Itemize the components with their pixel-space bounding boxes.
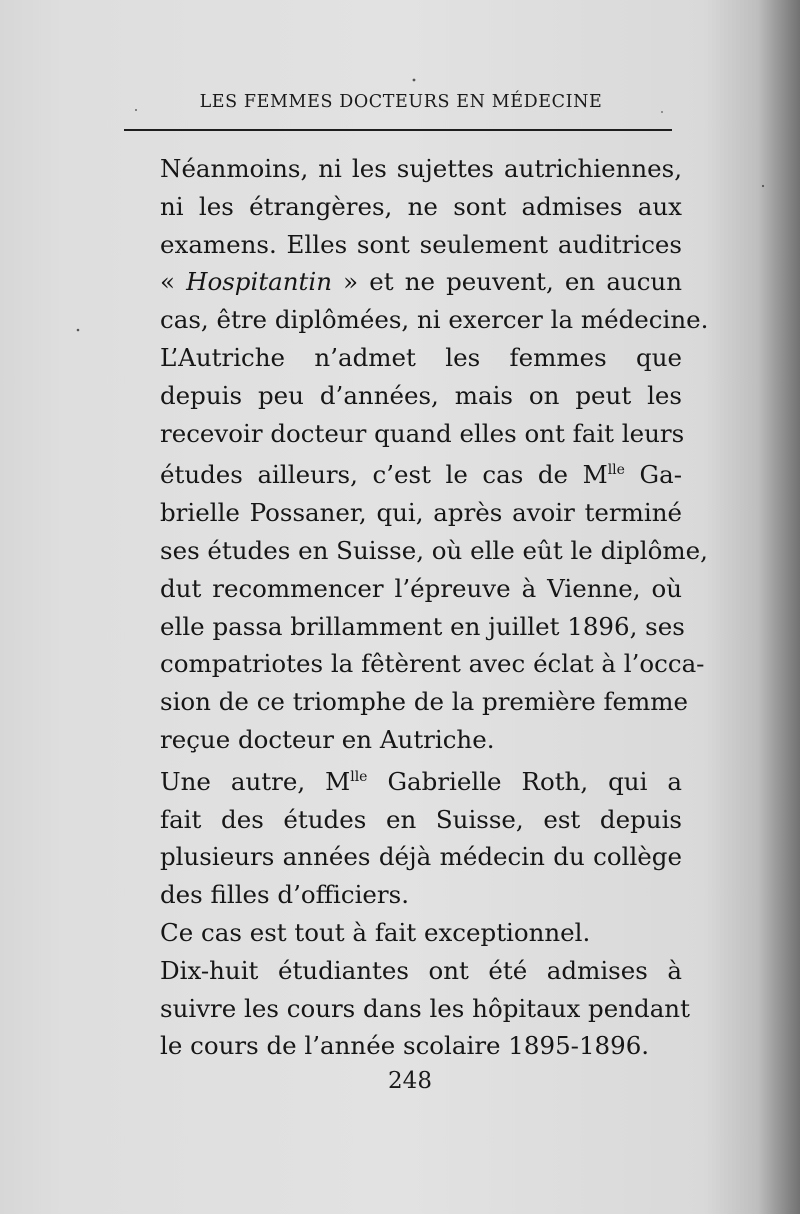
superscript-abbrev: lle: [350, 768, 368, 785]
text-fragment: Gabrielle Roth, qui a: [367, 766, 682, 796]
italic-term: Hospitantin: [186, 267, 333, 297]
header-rule: [124, 129, 672, 131]
text-line: plusieurs années déjà médecin du collège: [160, 842, 682, 872]
text-line: ni les étrangères, ne sont admises aux: [160, 191, 682, 221]
text-line: [130, 263, 682, 301]
text-line: fait des études en Suisse, est depuis: [160, 804, 682, 834]
text-line: [130, 759, 682, 801]
text-line: [130, 452, 682, 494]
open-quote: «: [160, 267, 187, 297]
text-line: Ce cas est tout à fait exceptionnel.: [160, 917, 591, 947]
text-line: L’Autriche n’admet les femmes que: [160, 342, 682, 372]
text-fragment: études ailleurs, c’est le cas de M: [160, 460, 608, 490]
text-line: recevoir docteur quand elles ont fait leurs: [160, 418, 685, 448]
text-line: ses études en Suisse, où elle eût le diplôme,: [160, 535, 708, 565]
text-line: des filles d’officiers.: [160, 880, 410, 910]
paragraph-2: [130, 339, 708, 759]
text-fragment: » et ne peuvent, en aucun: [332, 267, 682, 297]
text-line: suivre les cours dans les hôpitaux pendant: [160, 993, 690, 1023]
text-line: dut recommencer l’épreuve à Vienne, où: [160, 573, 682, 603]
text-line: cas, être diplômées, ni exercer la médecine.: [160, 305, 709, 335]
page-gutter-shadow: [758, 0, 800, 1214]
text-line: depuis peu d’années, mais on peut les: [160, 380, 682, 410]
text-line: Néanmoins, ni les sujettes autrichiennes,: [160, 154, 682, 183]
text-line: brielle Possaner, qui, après avoir terminé: [160, 498, 682, 528]
text-line: elle passa brillamment en juillet 1896, ses: [160, 611, 685, 641]
text-line: reçue docteur en Autriche.: [160, 724, 495, 754]
text-fragment: Ga-: [624, 460, 682, 490]
body-text: [130, 150, 709, 1065]
text-line: Dix-huit étudiantes ont été admises à: [160, 955, 682, 985]
paragraph-5: [130, 952, 690, 1065]
text-line: le cours de l’année scolaire 1895-1896.: [160, 1031, 650, 1061]
text-line: sion de ce triomphe de la première femme: [160, 687, 689, 717]
page-number: 248: [388, 1068, 432, 1094]
paragraph-4: [130, 914, 682, 952]
running-header: LES FEMMES DOCTEURS EN MÉDECINE: [199, 92, 603, 112]
paragraph-1: [130, 150, 709, 339]
text-line: examens. Elles sont seulement auditrices: [160, 229, 682, 259]
superscript-abbrev: lle: [607, 462, 625, 479]
text-fragment: Une autre, M: [160, 766, 351, 796]
text-line: compatriotes la fêtèrent avec éclat à l’occa-: [160, 649, 705, 679]
paragraph-3: [130, 759, 682, 914]
